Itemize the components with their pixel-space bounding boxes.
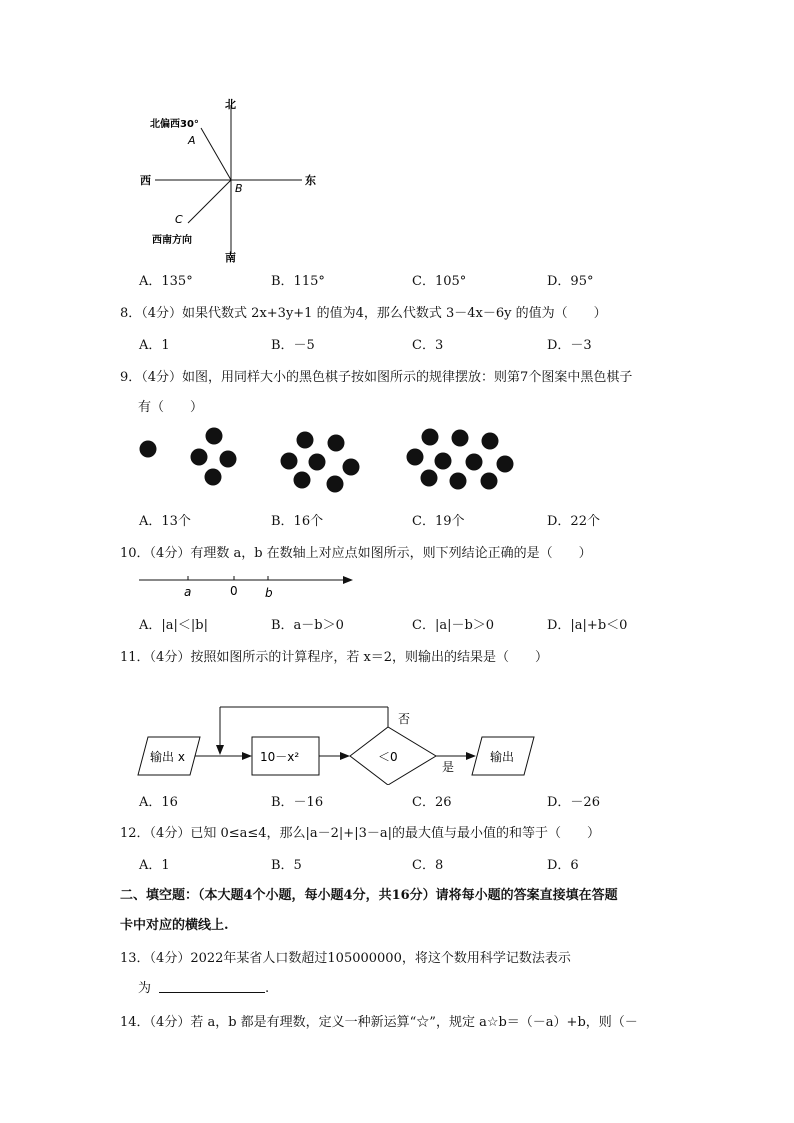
q7-option-b: B．115° — [271, 274, 325, 289]
stone — [482, 433, 499, 450]
section-heading-line1: 二、填空题：（本大题4个小题，每小题4分，共16分）请将每小题的答案直接填在答题 — [120, 888, 618, 903]
stone — [497, 456, 514, 473]
stone — [206, 428, 223, 445]
stone — [421, 470, 438, 487]
stone — [140, 441, 157, 458]
stone — [328, 435, 345, 452]
answer-blank[interactable] — [159, 980, 265, 993]
stone — [466, 454, 483, 471]
output-label: 输出 — [490, 750, 515, 764]
q12-option-d: D．6 — [547, 858, 579, 873]
q8-option-b: B．－5 — [271, 338, 315, 353]
direction-label-c: 西南方向 — [152, 235, 192, 246]
q9-option-b: B．16个 — [271, 514, 324, 529]
q13-period: . — [265, 981, 270, 996]
q11-option-a: A．16 — [139, 795, 178, 810]
q13-text-line1: 13．（4分）2022年某省人口数超过105000000，将这个数用科学记数法表示 — [120, 951, 571, 966]
q9-option-d: D．22个 — [547, 514, 600, 529]
process-label: 10－x² — [260, 750, 300, 764]
stone — [281, 453, 298, 470]
stone — [422, 429, 439, 446]
axis-label-zero: 0 — [230, 584, 238, 598]
q8-option-a: A．1 — [139, 338, 170, 353]
stone — [191, 449, 208, 466]
stone-patterns — [130, 420, 530, 500]
q12-text: 12．（4分）已知 0≤a≤4，那么|a－2|+|3－a|的最大值与最小值的和等于（ ） — [120, 826, 600, 841]
input-label: 输出 x — [150, 750, 185, 764]
q13-text-line2 — [138, 977, 269, 996]
q12-option-b: B．5 — [271, 858, 302, 873]
axis-label-a: a — [184, 585, 192, 599]
stone — [452, 430, 469, 447]
axis-label-b: b — [265, 586, 273, 600]
q8-option-c: C．3 — [412, 338, 444, 353]
q11-option-d: D．－26 — [547, 795, 600, 810]
q10-option-b: B．a－b＞0 — [271, 618, 344, 633]
q9-text-line2: 有（ ） — [138, 400, 204, 415]
q7-option-d: D．95° — [547, 274, 594, 289]
q10-text: 10．（4分）有理数 a，b 在数轴上对应点如图所示，则下列结论正确的是（ ） — [120, 546, 592, 561]
stone — [435, 453, 452, 470]
section-heading-line2: 卡中对应的横线上. — [120, 918, 229, 933]
stone — [327, 476, 344, 493]
q10-option-d: D．|a|+b＜0 — [547, 618, 628, 633]
stone — [297, 432, 314, 449]
q10-option-c: C．|a|－b＞0 — [412, 618, 495, 633]
q8-option-d: D．－3 — [547, 338, 592, 353]
decision-label: ＜0 — [378, 750, 398, 764]
q7-option-a: A．135° — [139, 274, 193, 289]
q14-text: 14．（4分）若 a，b 都是有理数，定义一种新运算“☆”，规定 a☆b＝（－a）+b，则（－ — [120, 1015, 638, 1030]
stone — [220, 451, 237, 468]
yes-label: 是 — [442, 760, 455, 774]
south-label: 南 — [225, 251, 236, 264]
stone — [450, 473, 467, 490]
q13-prefix: 为 — [138, 981, 152, 996]
stone — [481, 473, 498, 490]
q8-text: 8．（4分）如果代数式 2x+3y+1 的值为4，那么代数式 3－4x－6y 的值为（ ） — [120, 306, 607, 321]
q11-option-c: C．26 — [412, 795, 452, 810]
q11-text: 11．（4分）按照如图所示的计算程序，若 x＝2，则输出的结果是（ ） — [120, 650, 549, 665]
east-label: 东 — [305, 174, 316, 187]
flowchart — [130, 695, 550, 785]
north-label: 北 — [225, 98, 236, 111]
q7-option-c: C．105° — [412, 274, 467, 289]
stone — [407, 449, 424, 466]
number-line — [135, 570, 365, 602]
q9-option-c: C．19个 — [412, 514, 465, 529]
q12-option-c: C．8 — [412, 858, 444, 873]
point-a-label: A — [188, 134, 196, 147]
point-c-label: C — [175, 213, 183, 226]
q9-text-line1: 9．（4分）如图，用同样大小的黑色棋子按如图所示的规律摆放：则第7个图案中黑色棋子 — [120, 370, 633, 385]
q11-option-b: B．－16 — [271, 795, 324, 810]
q9-option-a: A．13个 — [139, 514, 191, 529]
west-label: 西 — [140, 174, 151, 187]
q10-option-a: A．|a|＜|b| — [139, 618, 208, 633]
no-label: 否 — [398, 712, 411, 726]
direction-label-a: 北偏西30° — [150, 119, 199, 130]
q12-option-a: A．1 — [139, 858, 170, 873]
stone — [205, 469, 222, 486]
stone — [309, 454, 326, 471]
stone — [343, 459, 360, 476]
compass-diagram — [130, 95, 330, 265]
stone — [294, 472, 311, 489]
point-b-label: B — [235, 182, 243, 195]
